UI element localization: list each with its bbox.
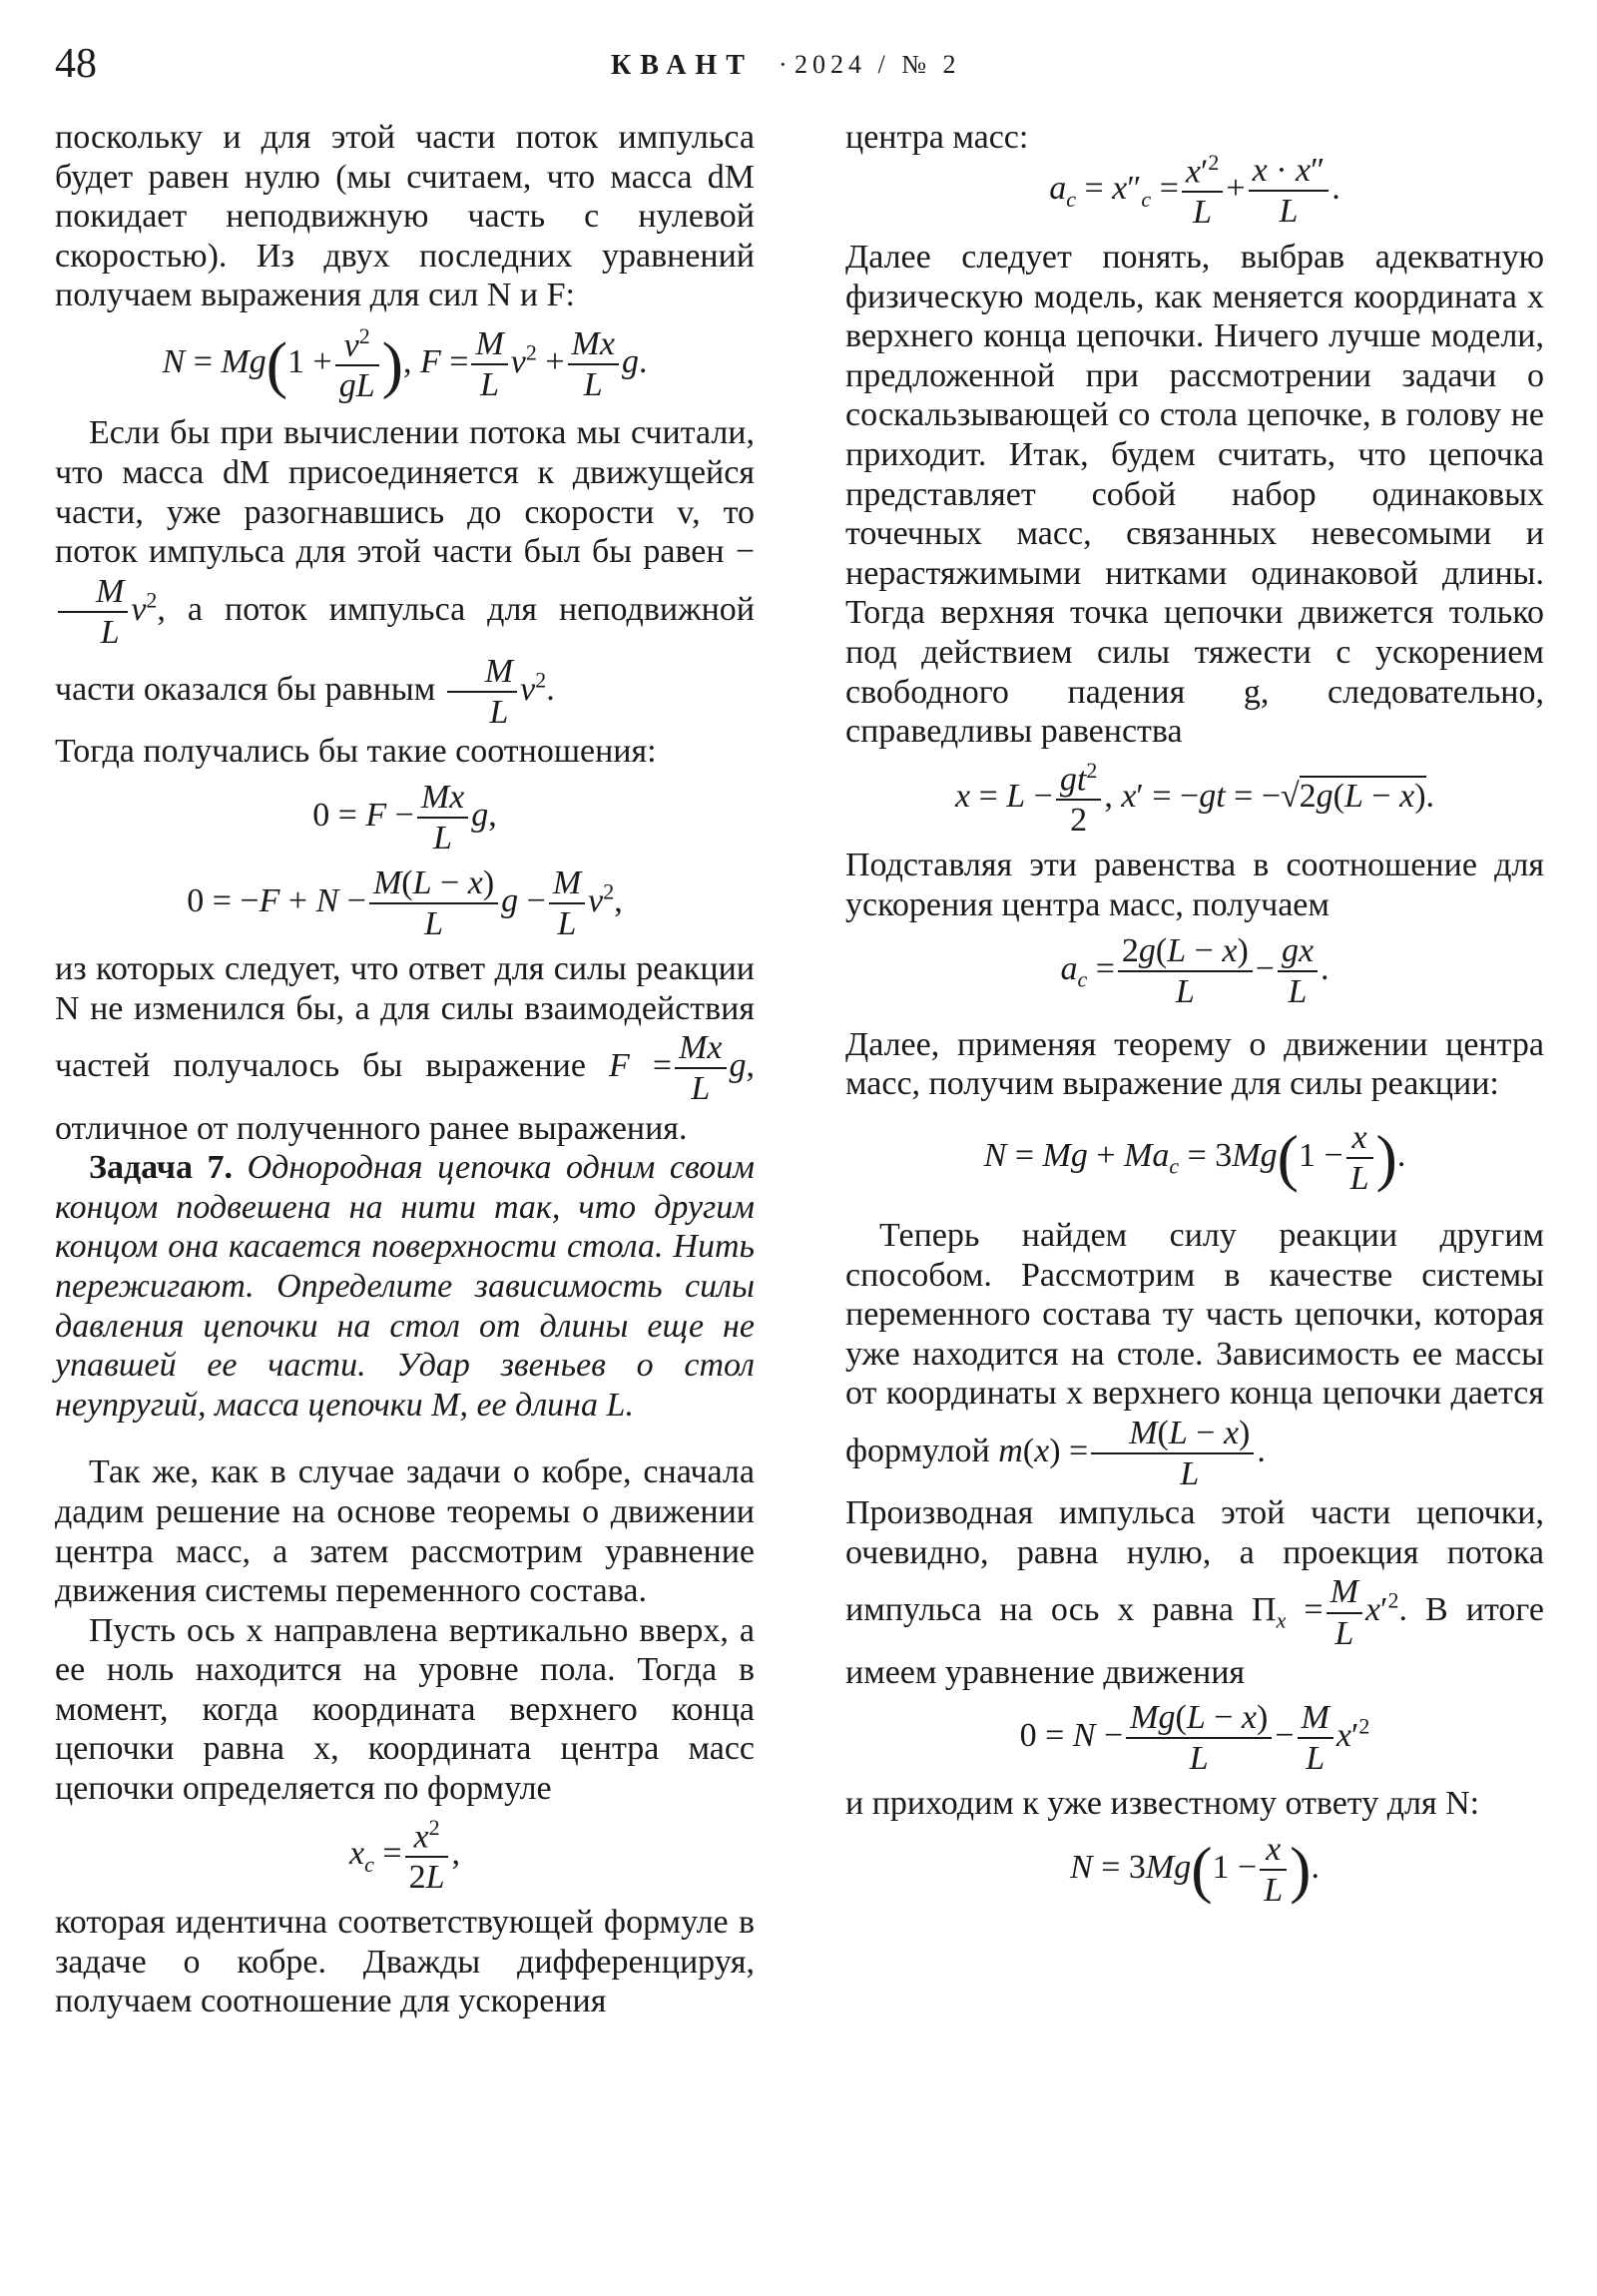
left-column bbox=[55, 118, 755, 2021]
paragraph: Подставляя эти равенства в соотношение для ускорения центра масс, получаем bbox=[845, 847, 1544, 923]
paragraph: Тогда получались бы такие соотношения: bbox=[55, 733, 657, 771]
paragraph: Производная импульса этой части цепочки, очевидно, равна нулю, а проекция потока импульса на ось x равна $\Pi_x$ = $\frac{M}{L}$ $x'^2$. В итоге имеем уравнение движения bbox=[845, 1494, 1544, 1691]
page-number: 48 bbox=[55, 41, 97, 87]
paragraph: центра масс: bbox=[845, 119, 1029, 156]
paragraph: Если бы при вычислении потока мы считали, что масса dM присоединяется к движущейся части, уже разогнавшись до скорости v, то поток импульса для этой части был бы равен − $\frac{M}{L}$ $v^2$, а поток импульса для неподвижной части оказался бы равным $\frac{M}{L}$ $v^2$. bbox=[55, 414, 756, 732]
paragraph: поскольку и для этой части поток импульса будет равен нулю (мы считаем, что масса dM покидает неподвижную часть с нулевой скоростью). Из двух последних уравнений получаем выражения для сил N и F: bbox=[55, 119, 755, 314]
journal-title: КВАНТ bbox=[611, 50, 754, 81]
paragraph: Теперь найдем силу реакции другим способом. Рассмотрим в качестве системы переменного состава ту часть цепочки, которая уже находится на столе. Зависимость ее массы от координаты x верхнего конца цепочки дается формулой m(x) = $\frac{M(L - x)}{L}$ . bbox=[845, 1217, 1544, 1493]
equation-motion: 0 = N − $\frac{Mg(L - x)}{L}$ − $\frac{M}{L}$ $x'^2$ bbox=[1019, 1699, 1370, 1778]
paragraph: и приходим к уже известному ответу для N: bbox=[845, 1785, 1480, 1823]
paragraph: Далее, применяя теорему о движении центра масс, получим выражение для силы реакции: bbox=[845, 1025, 1544, 1103]
issue-number: 2024 / № 2 bbox=[795, 50, 961, 79]
equation-n-result-2: N = 3Mg(1 − $\frac{x}{L}$ ). bbox=[1070, 1831, 1320, 1910]
right-column bbox=[845, 118, 1544, 1916]
equation-system-2: 0 = −F + N − $\frac{M(L - x)}{L}$ g − $\frac{M}{L}$ $v^2$, bbox=[187, 864, 623, 943]
header-separator: · bbox=[779, 50, 788, 79]
equation-system-1: 0 = F − $\frac{Mx}{L}$ g, bbox=[312, 778, 497, 857]
equation-ac: $a_c = x''_c$ = $\frac{x'^2}{L}$ + $\frac{x \cdot x''}{L}$ . bbox=[1049, 149, 1340, 232]
equation-ac-result: $a_c$ = $\frac{2g(L - x)}{L}$ − $\frac{gx}{L}$ . bbox=[1060, 931, 1330, 1010]
paragraph: Так же, как в случае задачи о кобре, сначала дадим решение на основе теоремы о движении центра масс, а затем рассмотрим уравнение движения системы переменного состава. bbox=[55, 1453, 755, 1610]
paragraph: из которых следует, что ответ для силы реакции N не изменился бы, а для силы взаимодействия частей получалось бы выражение F = $\frac{Mx}{L}$ g, отличное от полученного ранее выражения. bbox=[55, 950, 755, 1147]
paragraph: Далее следует понять, выбрав адекватную физическую модель, как меняется координата x верхнего конца цепочки. Ничего лучше модели, предложенной при рассмотрении задачи о соскальзывающей со стола цепочке, в голову не приходит. Итак, будем считать, что цепочка представляет собой набор одинаковых точечных масс, связанных невесомыми и нерастяжимыми нитками одинаковой длины. Тогда верхняя точка цепочки движется только под действием силы тяжести с ускорением свободного падения g, следовательно, справедливы равенства bbox=[845, 239, 1544, 751]
equation-n-f: N = Mg(1 + $\frac{v^2}{gL}$ ), F = $\frac{M}{L}$ $v^2$ + $\frac{Mx}{L}$ g. bbox=[162, 322, 648, 405]
task-7: Задача 7. Однородная цепочка одним своим концом подвешена на нити так, что другим концом она касается поверхности стола. Нить пережигают. Определите зависимость силы давления цепочки на стол от длины еще не упавшей ее части. Удар звеньев о стол неупругий, масса цепочки M, ее длина L. bbox=[55, 1149, 755, 1424]
equation-x-t: x = L − $\frac{gt^2}{2}$ , x′ = −gt = −√2g(L − x). bbox=[954, 757, 1435, 840]
paragraph: Пусть ось x направлена вертикально вверх, а ее ноль находится на уровне пола. Тогда в момент, когда координата верхнего конца цепочки равна x, координата центра масс цепочки определяется по формуле bbox=[55, 1611, 755, 1808]
equation-n-result-1: $N = Mg + Ma_c = 3Mg(1$ − $\frac{x}{L}$ ). bbox=[983, 1118, 1406, 1197]
paragraph: которая идентична соответствующей формуле в задаче о кобре. Дважды дифференцируя, получаем соотношение для ускорения bbox=[55, 1904, 755, 2020]
equation-xc: $x_c$ = $\frac{x^2}{2L}$ , bbox=[349, 1814, 460, 1897]
